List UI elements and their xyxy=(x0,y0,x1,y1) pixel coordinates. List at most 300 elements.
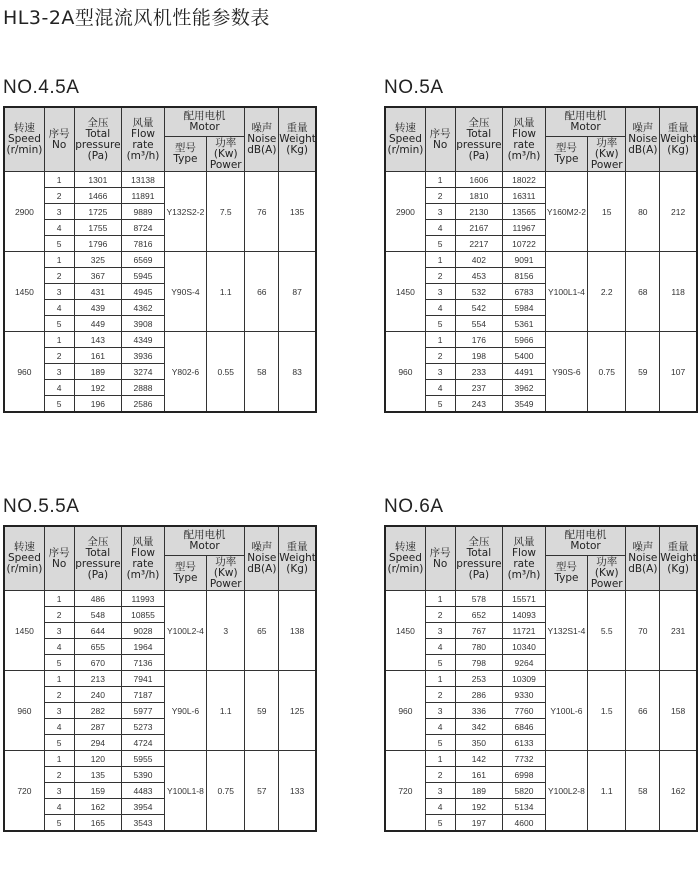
flow-cell: 4349 xyxy=(122,332,164,348)
no-cell: 3 xyxy=(425,364,455,380)
weight-cell: 138 xyxy=(279,591,316,671)
pressure-cell: 1301 xyxy=(74,172,122,188)
header-type-line: 型号 xyxy=(555,142,577,154)
no-cell: 2 xyxy=(44,607,74,623)
header-power-line: 功率 xyxy=(596,136,618,149)
header-flow-line: rate xyxy=(132,557,154,570)
pressure-cell: 2167 xyxy=(455,220,503,236)
weight-cell: 135 xyxy=(279,172,316,252)
table-title: NO.4.5A xyxy=(3,77,80,98)
no-cell: 3 xyxy=(425,703,455,719)
noise-cell: 76 xyxy=(245,172,279,252)
pressure-cell: 165 xyxy=(74,815,122,832)
flow-cell: 3549 xyxy=(503,396,545,413)
header-speed-line: Speed xyxy=(388,552,422,564)
no-cell: 2 xyxy=(44,767,74,783)
no-cell: 3 xyxy=(44,364,74,380)
speed-cell: 720 xyxy=(385,751,425,832)
header-no xyxy=(44,107,74,172)
weight-cell: 162 xyxy=(660,751,697,832)
header-no xyxy=(425,107,455,172)
no-cell: 4 xyxy=(425,639,455,655)
header-pressure-line: pressure xyxy=(75,138,121,151)
speed-cell: 720 xyxy=(4,751,44,832)
header-flow-line: rate xyxy=(132,138,154,151)
header-speed-line: 转速 xyxy=(394,541,416,553)
header-power-line: (Kw) xyxy=(213,147,238,160)
header-speed-line: 转速 xyxy=(13,541,35,553)
power-cell: 1.1 xyxy=(207,671,245,751)
header-pressure-line: Total xyxy=(466,546,492,559)
header-flow-line: Flow xyxy=(512,127,536,140)
header-no-line: 序号 xyxy=(429,127,451,140)
flow-cell: 5273 xyxy=(122,719,164,735)
speed-cell: 1450 xyxy=(385,252,425,332)
header-flow-line: (m³/h) xyxy=(126,149,160,162)
flow-cell: 5984 xyxy=(503,300,545,316)
header-power-line: (Kw) xyxy=(594,147,619,160)
noise-cell: 65 xyxy=(245,591,279,671)
power-cell: 15 xyxy=(588,172,626,252)
table-row xyxy=(385,671,697,687)
header-no xyxy=(425,526,455,591)
weight-cell: 87 xyxy=(279,252,316,332)
no-cell: 5 xyxy=(44,316,74,332)
pressure-cell: 189 xyxy=(74,364,122,380)
table-title: NO.5.5A xyxy=(3,496,80,517)
power-cell: 1.5 xyxy=(588,671,626,751)
header-power xyxy=(588,556,626,591)
speed-cell: 1450 xyxy=(4,591,44,671)
header-pressure-line: pressure xyxy=(75,557,121,570)
header-flow-line: Flow xyxy=(131,546,155,559)
header-pressure-line: (Pa) xyxy=(87,568,109,581)
no-cell: 2 xyxy=(425,268,455,284)
header-weight-line: Weight xyxy=(660,133,697,145)
noise-cell: 68 xyxy=(626,252,660,332)
header-weight xyxy=(279,526,316,591)
table-row xyxy=(385,172,697,188)
no-cell: 5 xyxy=(425,735,455,751)
header-weight-line: (Kg) xyxy=(667,563,690,575)
header-weight-line: (Kg) xyxy=(286,563,309,575)
pressure-cell: 142 xyxy=(455,751,503,767)
flow-cell: 6998 xyxy=(503,767,545,783)
no-cell: 3 xyxy=(425,623,455,639)
flow-cell: 9028 xyxy=(122,623,164,639)
header-speed-line: Speed xyxy=(388,133,422,145)
power-cell: 0.55 xyxy=(207,332,245,413)
header-pressure-line: 全压 xyxy=(468,116,490,129)
header-noise-line: dB(A) xyxy=(628,144,658,156)
pressure-cell: 189 xyxy=(455,783,503,799)
header-noise-line: Noise xyxy=(628,133,658,145)
weight-cell: 125 xyxy=(279,671,316,751)
pressure-cell: 294 xyxy=(74,735,122,751)
header-noise-line: Noise xyxy=(247,552,277,564)
header-weight-line: Weight xyxy=(279,552,316,564)
header-weight xyxy=(279,107,316,172)
weight-cell: 212 xyxy=(660,172,697,252)
flow-cell: 6846 xyxy=(503,719,545,735)
flow-cell: 7760 xyxy=(503,703,545,719)
no-cell: 2 xyxy=(44,268,74,284)
pressure-cell: 237 xyxy=(455,380,503,396)
pressure-cell: 670 xyxy=(74,655,122,671)
pressure-cell: 542 xyxy=(455,300,503,316)
header-motor-line: 配用电机 xyxy=(564,110,607,122)
header-flow-line: (m³/h) xyxy=(507,568,541,581)
header-flow-line: 风量 xyxy=(132,116,154,129)
header-power-line: Power xyxy=(209,158,242,171)
header-speed xyxy=(385,107,425,172)
flow-cell: 11721 xyxy=(503,623,545,639)
power-cell: 0.75 xyxy=(588,332,626,413)
flow-cell: 5966 xyxy=(503,332,545,348)
header-pressure-line: pressure xyxy=(456,557,502,570)
header-flow-line: rate xyxy=(513,557,535,570)
header-weight-line: 重量 xyxy=(286,541,308,553)
table-title: NO.5A xyxy=(384,77,444,98)
flow-cell: 7941 xyxy=(122,671,164,687)
weight-cell: 231 xyxy=(660,591,697,671)
pressure-cell: 120 xyxy=(74,751,122,767)
pressure-cell: 162 xyxy=(74,799,122,815)
flow-cell: 6133 xyxy=(503,735,545,751)
flow-cell: 1964 xyxy=(122,639,164,655)
flow-cell: 5361 xyxy=(503,316,545,332)
pressure-cell: 548 xyxy=(74,607,122,623)
flow-cell: 5955 xyxy=(122,751,164,767)
no-cell: 1 xyxy=(44,671,74,687)
header-speed xyxy=(4,526,44,591)
speed-cell: 2900 xyxy=(385,172,425,252)
performance-table xyxy=(3,106,317,413)
pressure-cell: 486 xyxy=(74,591,122,607)
header-speed xyxy=(385,526,425,591)
flow-cell: 13565 xyxy=(503,204,545,220)
no-cell: 5 xyxy=(44,735,74,751)
pressure-cell: 286 xyxy=(455,687,503,703)
header-weight xyxy=(660,526,697,591)
table-row xyxy=(385,332,697,348)
header-speed xyxy=(4,107,44,172)
no-cell: 1 xyxy=(425,252,455,268)
pressure-cell: 655 xyxy=(74,639,122,655)
no-cell: 1 xyxy=(44,751,74,767)
motor-type-cell: Y90S-6 xyxy=(545,332,587,413)
header-type-line: 型号 xyxy=(174,142,196,154)
flow-cell: 13138 xyxy=(122,172,164,188)
flow-cell: 11967 xyxy=(503,220,545,236)
noise-cell: 59 xyxy=(245,671,279,751)
header-pressure xyxy=(74,107,122,172)
flow-cell: 5977 xyxy=(122,703,164,719)
header-no-line: No xyxy=(433,557,448,570)
header-noise-line: 噪声 xyxy=(251,122,273,134)
table-row xyxy=(385,591,697,607)
motor-type-cell: Y132S2-2 xyxy=(164,172,206,252)
no-cell: 5 xyxy=(425,815,455,832)
header-no-line: 序号 xyxy=(48,127,70,140)
flow-cell: 2888 xyxy=(122,380,164,396)
table-row xyxy=(4,671,316,687)
pressure-cell: 161 xyxy=(74,348,122,364)
header-flow xyxy=(122,107,164,172)
header-no-line: 序号 xyxy=(48,546,70,559)
no-cell: 1 xyxy=(425,751,455,767)
header-noise-line: dB(A) xyxy=(247,563,277,575)
speed-cell: 960 xyxy=(4,332,44,413)
no-cell: 2 xyxy=(44,687,74,703)
header-pressure-line: Total xyxy=(85,546,111,559)
header-power-line: 功率 xyxy=(215,136,237,149)
weight-cell: 133 xyxy=(279,751,316,832)
flow-cell: 5820 xyxy=(503,783,545,799)
pressure-cell: 213 xyxy=(74,671,122,687)
header-noise xyxy=(245,107,279,172)
speed-cell: 1450 xyxy=(385,591,425,671)
no-cell: 4 xyxy=(44,639,74,655)
noise-cell: 58 xyxy=(245,332,279,413)
motor-type-cell: Y132S1-4 xyxy=(545,591,587,671)
header-power xyxy=(207,556,245,591)
pressure-cell: 240 xyxy=(74,687,122,703)
header-noise-line: Noise xyxy=(247,133,277,145)
pressure-cell: 578 xyxy=(455,591,503,607)
performance-table xyxy=(384,106,698,413)
header-type-line: Type xyxy=(554,153,579,165)
performance-table xyxy=(384,525,698,832)
header-motor-line: Motor xyxy=(570,121,601,133)
header-motor-line: Motor xyxy=(189,121,220,133)
flow-cell: 10855 xyxy=(122,607,164,623)
pressure-cell: 325 xyxy=(74,252,122,268)
header-speed-line: 转速 xyxy=(13,122,35,134)
header-motor xyxy=(164,526,245,556)
no-cell: 1 xyxy=(425,332,455,348)
power-cell: 0.75 xyxy=(207,751,245,832)
flow-cell: 5400 xyxy=(503,348,545,364)
flow-cell: 2586 xyxy=(122,396,164,413)
no-cell: 3 xyxy=(44,284,74,300)
header-pressure-line: (Pa) xyxy=(468,568,490,581)
table-block-3 xyxy=(384,495,698,832)
performance-table xyxy=(3,525,317,832)
flow-cell: 10309 xyxy=(503,671,545,687)
pressure-cell: 176 xyxy=(455,332,503,348)
header-weight-line: Weight xyxy=(660,552,697,564)
header-pressure-line: 全压 xyxy=(87,116,109,129)
no-cell: 4 xyxy=(425,380,455,396)
no-cell: 3 xyxy=(425,783,455,799)
flow-cell: 4491 xyxy=(503,364,545,380)
header-motor xyxy=(164,107,245,137)
no-cell: 4 xyxy=(44,220,74,236)
no-cell: 4 xyxy=(425,719,455,735)
header-weight-line: (Kg) xyxy=(667,144,690,156)
header-weight-line: 重量 xyxy=(667,122,689,134)
header-motor-line: 配用电机 xyxy=(183,529,226,541)
power-cell: 7.5 xyxy=(207,172,245,252)
header-noise-line: dB(A) xyxy=(247,144,277,156)
header-no-line: 序号 xyxy=(429,546,451,559)
pressure-cell: 197 xyxy=(455,815,503,832)
pressure-cell: 2130 xyxy=(455,204,503,220)
flow-cell: 10340 xyxy=(503,639,545,655)
header-motor-line: Motor xyxy=(189,540,220,552)
header-flow-line: 风量 xyxy=(513,535,535,548)
weight-cell: 118 xyxy=(660,252,697,332)
table-row xyxy=(4,172,316,188)
header-flow-line: 风量 xyxy=(132,535,154,548)
flow-cell: 8724 xyxy=(122,220,164,236)
no-cell: 1 xyxy=(44,332,74,348)
table-block-0 xyxy=(3,76,317,413)
header-power-line: 功率 xyxy=(215,555,237,568)
header-no-line: No xyxy=(52,557,67,570)
header-type-line: 型号 xyxy=(174,561,196,573)
no-cell: 4 xyxy=(425,799,455,815)
no-cell: 3 xyxy=(44,623,74,639)
pressure-cell: 1810 xyxy=(455,188,503,204)
motor-type-cell: Y100L2-4 xyxy=(164,591,206,671)
header-pressure-line: pressure xyxy=(456,138,502,151)
no-cell: 3 xyxy=(44,204,74,220)
header-weight-line: 重量 xyxy=(286,122,308,134)
header-power-line: Power xyxy=(590,577,623,590)
header-noise xyxy=(626,107,660,172)
no-cell: 3 xyxy=(425,204,455,220)
header-power xyxy=(588,137,626,172)
table-title: NO.6A xyxy=(384,496,444,517)
speed-cell: 960 xyxy=(385,671,425,751)
flow-cell: 9091 xyxy=(503,252,545,268)
flow-cell: 4362 xyxy=(122,300,164,316)
header-pressure-line: (Pa) xyxy=(87,149,109,162)
no-cell: 2 xyxy=(425,188,455,204)
pressure-cell: 780 xyxy=(455,639,503,655)
header-speed-line: (r/min) xyxy=(6,563,43,575)
header-flow xyxy=(122,526,164,591)
header-flow-line: Flow xyxy=(131,127,155,140)
table-row xyxy=(4,252,316,268)
page-title: HL3-2A型混流风机性能参数表 xyxy=(3,7,270,29)
header-noise-line: Noise xyxy=(628,552,658,564)
header-flow-line: (m³/h) xyxy=(126,568,160,581)
header-no-line: No xyxy=(433,138,448,151)
header-type-line: Type xyxy=(173,572,198,584)
pressure-cell: 652 xyxy=(455,607,503,623)
pressure-cell: 644 xyxy=(74,623,122,639)
table-block-1 xyxy=(384,76,698,413)
flow-cell: 14093 xyxy=(503,607,545,623)
no-cell: 3 xyxy=(44,703,74,719)
header-speed-line: (r/min) xyxy=(6,144,43,156)
header-noise-line: 噪声 xyxy=(632,122,654,134)
pressure-cell: 1725 xyxy=(74,204,122,220)
header-type-line: Type xyxy=(554,572,579,584)
header-weight-line: Weight xyxy=(279,133,316,145)
pressure-cell: 2217 xyxy=(455,236,503,252)
header-pressure-line: 全压 xyxy=(468,535,490,548)
header-type xyxy=(164,137,206,172)
header-motor-line: 配用电机 xyxy=(183,110,226,122)
weight-cell: 83 xyxy=(279,332,316,413)
speed-cell: 960 xyxy=(385,332,425,413)
header-power-line: (Kw) xyxy=(213,566,238,579)
pressure-cell: 198 xyxy=(455,348,503,364)
power-cell: 2.2 xyxy=(588,252,626,332)
header-weight-line: (Kg) xyxy=(286,144,309,156)
noise-cell: 70 xyxy=(626,591,660,671)
pressure-cell: 402 xyxy=(455,252,503,268)
pressure-cell: 449 xyxy=(74,316,122,332)
header-pressure-line: 全压 xyxy=(87,535,109,548)
flow-cell: 10722 xyxy=(503,236,545,252)
speed-cell: 1450 xyxy=(4,252,44,332)
no-cell: 2 xyxy=(425,348,455,364)
motor-type-cell: Y100L-6 xyxy=(545,671,587,751)
no-cell: 1 xyxy=(44,252,74,268)
motor-type-cell: Y90L-6 xyxy=(164,671,206,751)
flow-cell: 8156 xyxy=(503,268,545,284)
pressure-cell: 453 xyxy=(455,268,503,284)
flow-cell: 4483 xyxy=(122,783,164,799)
pressure-cell: 767 xyxy=(455,623,503,639)
header-flow-line: rate xyxy=(513,138,535,151)
no-cell: 5 xyxy=(44,396,74,413)
motor-type-cell: Y100L2-8 xyxy=(545,751,587,832)
power-cell: 1.1 xyxy=(207,252,245,332)
header-flow-line: (m³/h) xyxy=(507,149,541,162)
header-pressure-line: (Pa) xyxy=(468,149,490,162)
flow-cell: 6783 xyxy=(503,284,545,300)
flow-cell: 9264 xyxy=(503,655,545,671)
no-cell: 5 xyxy=(425,396,455,413)
no-cell: 2 xyxy=(425,607,455,623)
noise-cell: 59 xyxy=(626,332,660,413)
header-power-line: Power xyxy=(590,158,623,171)
header-flow-line: 风量 xyxy=(513,116,535,129)
no-cell: 4 xyxy=(425,220,455,236)
header-weight xyxy=(660,107,697,172)
flow-cell: 7187 xyxy=(122,687,164,703)
no-cell: 2 xyxy=(44,188,74,204)
pressure-cell: 161 xyxy=(455,767,503,783)
flow-cell: 16311 xyxy=(503,188,545,204)
header-type-line: Type xyxy=(173,153,198,165)
pressure-cell: 350 xyxy=(455,735,503,751)
pressure-cell: 798 xyxy=(455,655,503,671)
motor-type-cell: Y802-6 xyxy=(164,332,206,413)
pressure-cell: 196 xyxy=(74,396,122,413)
no-cell: 5 xyxy=(44,815,74,832)
table-row xyxy=(4,591,316,607)
header-noise-line: dB(A) xyxy=(628,563,658,575)
motor-type-cell: Y90S-4 xyxy=(164,252,206,332)
pressure-cell: 1466 xyxy=(74,188,122,204)
no-cell: 1 xyxy=(425,671,455,687)
no-cell: 4 xyxy=(44,799,74,815)
speed-cell: 960 xyxy=(4,671,44,751)
table-row xyxy=(4,751,316,767)
no-cell: 5 xyxy=(425,655,455,671)
pressure-cell: 367 xyxy=(74,268,122,284)
flow-cell: 7816 xyxy=(122,236,164,252)
flow-cell: 4945 xyxy=(122,284,164,300)
no-cell: 3 xyxy=(44,783,74,799)
